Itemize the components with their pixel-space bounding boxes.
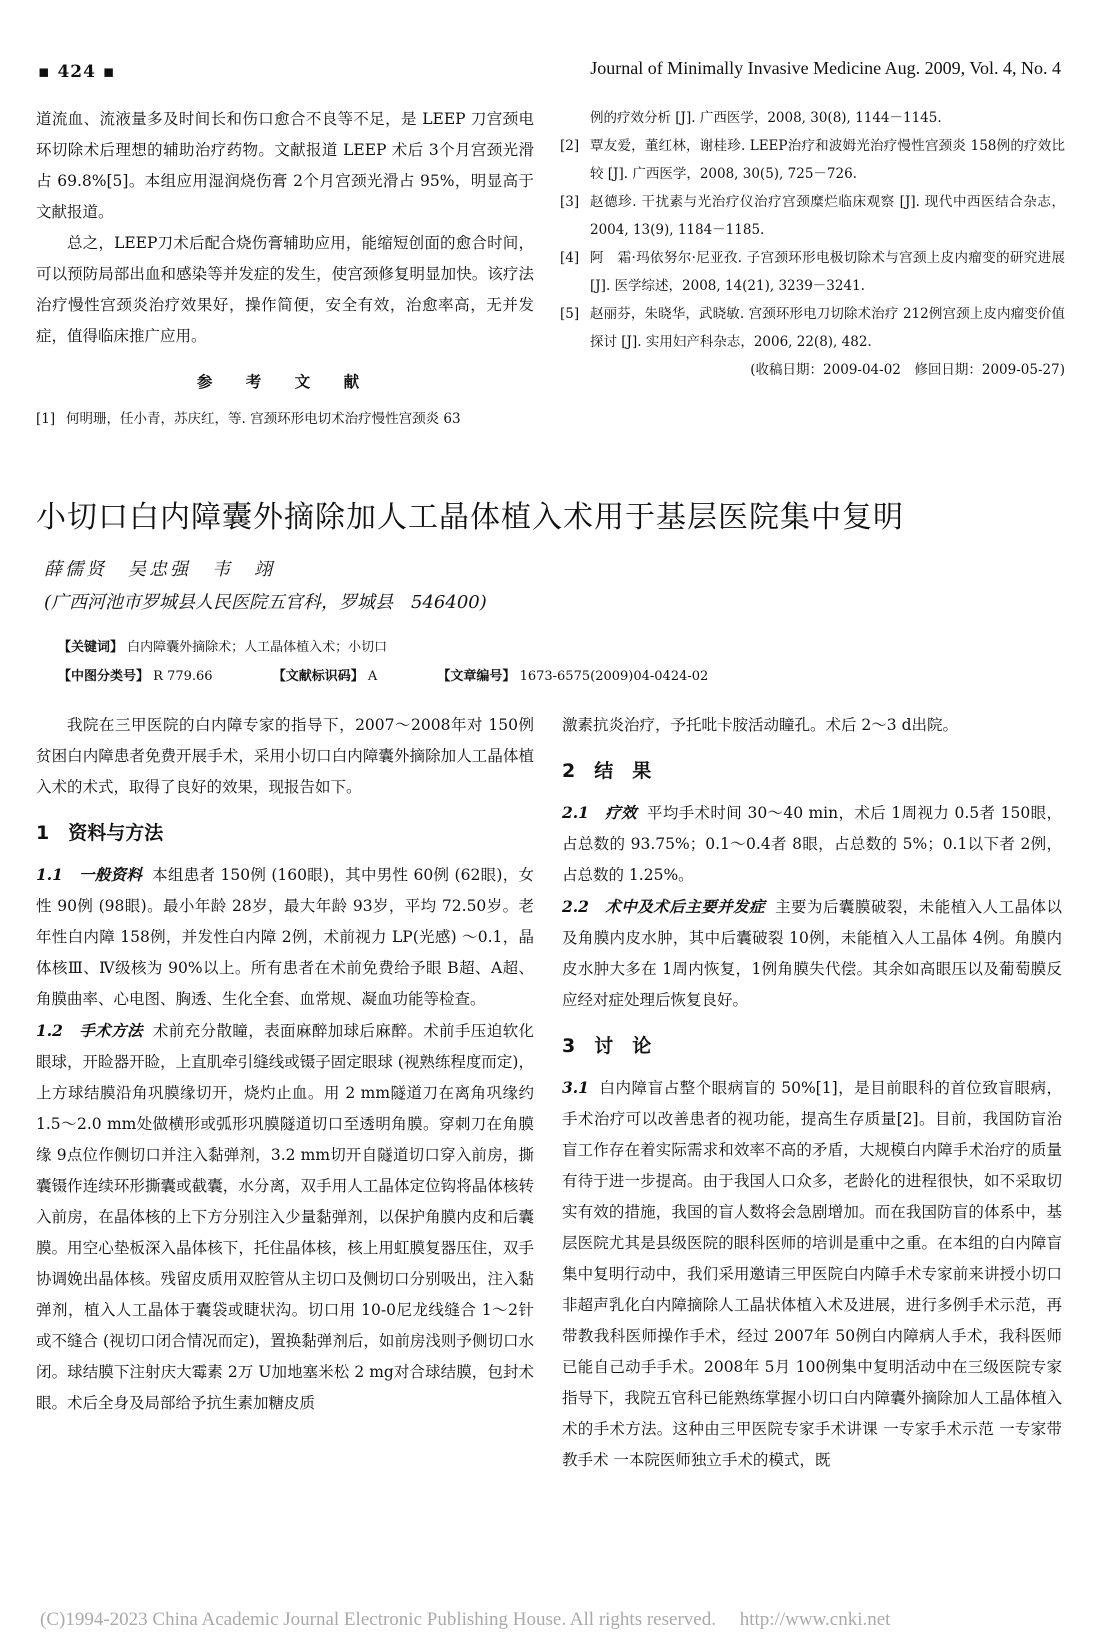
received-dates: (收稿日期：2009-04-02 修回日期：2009-05-27) bbox=[750, 362, 1065, 378]
paragraph-text: 白内障盲占整个眼病盲的 50%[1]，是目前眼科的首位致盲眼病，手术治疗可以改善患者的视功能，提高生存质量[2]。目前，我国防盲治盲工作存在着实际需求和效率不高的矛盾，大规模白内障手术治疗的质量有待于进一步提高。由于我国人口众多，老龄化的进程很快，如不采取切实有效的措施，我国的盲人数将会急剧增加。而在我国防盲的体系中，基层医院尤其是县级医院的眼科医师的培训是重中之重。在本组的白内障盲集中复明行动中，我们采用邀请三甲医院白内障手术专家前来讲授小切口非超声乳化白内障摘除人工晶状体植入术及进展，进行多例手术示范，再带教我科医师操作手术，经过 2007年 50例白内障病人手术，我科医师已能自己动手手术。2008年 5月 100例集中复明活动中在三级医院专家指导下，我院五官科已能熟练掌握小切口白内障囊外摘除加人工晶体植入术的手术方法。这种由三甲医院专家手术讲课 一专家手术示范 一专家带教手术 一本院医师独立手术的模式，既 bbox=[562, 1079, 1062, 1469]
reference-number: [3] bbox=[560, 194, 580, 210]
body-right-column bbox=[562, 710, 1062, 1476]
running-header: Journal of Minimally Invasive Medicine Aug. 2009, Vol. 4, No. 4 bbox=[590, 58, 1061, 78]
reference-item bbox=[560, 300, 1065, 356]
classification-line bbox=[58, 665, 1058, 684]
references-heading: 参 考 文 献 bbox=[196, 372, 374, 391]
reference-number: [1] bbox=[36, 411, 56, 427]
page-number: ▪ 424 ▪ bbox=[38, 62, 116, 82]
reference-item bbox=[560, 244, 1065, 300]
reference-item bbox=[560, 132, 1065, 188]
article-affiliation: (广西河池市罗城县人民医院五官科，罗城县 546400) bbox=[44, 592, 487, 613]
reference-number: [4] bbox=[560, 250, 580, 266]
section-heading: 1 资料与方法 bbox=[36, 822, 164, 844]
subsection-label: 2.1 疗效 bbox=[562, 803, 637, 822]
paragraph bbox=[562, 1072, 1062, 1476]
paragraph: 激素抗炎治疗，予托吡卡胺活动瞳孔。术后 2～3 d出院。 bbox=[562, 716, 959, 734]
paragraph bbox=[36, 859, 534, 1015]
reference-item bbox=[36, 405, 534, 433]
copyright-footer: (C)1994-2023 China Academic Journal Electronic Publishing House. All rights reserved. http://www.cnki.net bbox=[40, 1609, 891, 1630]
reference-text: 覃友爱，董红林，谢桂珍. LEEP治疗和波姆光治疗慢性宫颈炎 158例的疗效比较 [J]. 广西医学，2008, 30(5), 725－726. bbox=[590, 138, 1065, 182]
subsection-label: 1.1 一般资料 bbox=[36, 865, 143, 884]
clc-label: 【中图分类号】 bbox=[58, 669, 150, 684]
section-heading: 3 讨 论 bbox=[562, 1035, 652, 1057]
section-heading: 2 结 果 bbox=[562, 760, 652, 782]
intro-paragraph: 我院在三甲医院的白内障专家的指导下，2007～2008年对 150例贫困白内障患者免费开展手术，采用小切口白内障囊外摘除加人工晶体植入术的术式，取得了良好的效果，现报告如下。 bbox=[36, 716, 534, 796]
paragraph-text: 平均手术时间 30～40 min，术后 1周视力 0.5者 150眼，占总数的 93.75%；0.1～0.4者 8眼，占总数的 5%；0.1以下者 2例，占总数的 1.25%。 bbox=[562, 804, 1062, 884]
keywords-line bbox=[58, 636, 387, 655]
paragraph-text: 本组患者 150例 (160眼)，其中男性 60例 (62眼)，女性 90例 (98眼)。最小年龄 28岁，最大年龄 93岁，平均 72.50岁。老年性白内障 158例，并发性白内障 2例，术前视力 LP(光感) ～0.1，晶体核Ⅲ、Ⅳ级核为 90%以上。所有患者在术前免费给予眼 B超、A超、角膜曲率、心电图、胸透、生化全套、血常规、凝血功能等检查。 bbox=[36, 866, 534, 1008]
keywords-label: 【关键词】 bbox=[58, 640, 124, 655]
clc-value: R 779.66 bbox=[153, 669, 213, 684]
paragraph-text: 术前充分散瞳，表面麻醉加球后麻醉。术前手压迫软化眼球，开睑器开睑，上直肌牵引缝线或镊子固定眼球 (视熟练程度而定)，上方球结膜沿角巩膜缘切开，烧灼止血。用 2 mm隧道刀在离角巩缘约 1.5～2.0 mm处做横形或弧形巩膜隧道切口至透明角膜。穿刺刀在角膜缘 9点位作侧切口并注入黏弹剂，3.2 mm切开自隧道切口穿入前房，撕囊镊作连续环形撕囊或截囊，水分离，双手用人工晶体定位钩将晶体核转入前房，在晶体核的上下方分别注入少量黏弹剂，以保护角膜内皮和后囊膜。用空心垫板深入晶体核下，托住晶体核，核上用虹膜复器压住，双手协调娩出晶体核。残留皮质用双腔管从主切口及侧切口分别吸出，注入黏弹剂，植入人工晶体于囊袋或睫状沟。切口用 10-0尼龙线缝合 1～2针或不缝合 (视切口闭合情况而定)，置换黏弹剂后，如前房浅则予侧切口水闭。球结膜下注射庆大霉素 2万 U加地塞米松 2 mg对合球结膜，包封术眼。术后全身及局部给予抗生素加糖皮质 bbox=[36, 1022, 534, 1412]
prev-article-left-column bbox=[36, 104, 534, 433]
paragraph: 道流血、流液量多及时间长和伤口愈合不良等不足，是 LEEP 刀宫颈电环切除术后理想的辅助治疗药物。文献报道 LEEP 术后 3个月宫颈光滑占 69.8%[5]。本组应用湿润烧伤膏 2个月宫颈光滑占 95%，明显高于文献报道。 bbox=[36, 110, 534, 221]
reference-text: 赵德珍. 干扰素与光治疗仪治疗宫颈糜烂临床观察 [J]. 现代中西医结合杂志，2004, 13(9), 1184－1185. bbox=[590, 194, 1065, 238]
article-number-value: 1673-6575(2009)04-0424-02 bbox=[519, 669, 709, 684]
reference-text: 何明珊，任小青，苏庆红，等. 宫颈环形电切术治疗慢性宫颈炎 63 bbox=[66, 411, 461, 427]
article-authors: 薛儒贤 吴忠强 韦 翊 bbox=[44, 559, 275, 580]
reference-continuation: 例的疗效分析 [J]. 广西医学，2008, 30(8), 1144－1145. bbox=[590, 110, 942, 126]
paragraph-text: 主要为后囊膜破裂，未能植入人工晶体以及角膜内皮水肿，其中后囊破裂 10例，未能植入人工晶体 4例。角膜内皮水肿大多在 1周内恢复，1例角膜失代偿。其余如高眼压以及葡萄膜反应经对症处理后恢复良好。 bbox=[562, 898, 1062, 1009]
doccode-label: 【文献标识码】 bbox=[272, 669, 364, 684]
subsection-label: 1.2 手术方法 bbox=[36, 1021, 143, 1040]
body-left-column bbox=[36, 710, 534, 1419]
reference-number: [5] bbox=[560, 306, 580, 322]
subsection-label: 3.1 bbox=[562, 1078, 589, 1097]
subsection-label: 2.2 术中及术后主要并发症 bbox=[562, 897, 766, 916]
paragraph bbox=[562, 797, 1062, 891]
paragraph bbox=[562, 891, 1062, 1016]
reference-item bbox=[560, 188, 1065, 244]
article-title: 小切口白内障囊外摘除加人工晶体植入术用于基层医院集中复明 bbox=[36, 500, 904, 535]
doccode-value: A bbox=[367, 669, 378, 684]
keywords-value: 白内障囊外摘除术；人工晶体植入术；小切口 bbox=[127, 640, 388, 655]
prev-article-right-column bbox=[560, 104, 1065, 384]
reference-number: [2] bbox=[560, 138, 580, 154]
reference-text: 阿 霜·玛依努尔·尼亚孜. 子宫颈环形电极切除术与宫颈上皮内瘤变的研究进展 [J]. 医学综述，2008, 14(21), 3239－3241. bbox=[590, 250, 1065, 294]
reference-text: 赵丽芬，朱晓华，武晓敏. 宫颈环形电刀切除术治疗 212例宫颈上皮内瘤变价值探讨 [J]. 实用妇产科杂志，2006, 22(8), 482. bbox=[590, 306, 1065, 350]
paragraph bbox=[36, 1015, 534, 1419]
paragraph: 总之，LEEP刀术后配合烧伤膏辅助应用，能缩短创面的愈合时间，可以预防局部出血和感染等并发症的发生，使宫颈修复明显加快。该疗法治疗慢性宫颈炎治疗效果好，操作简便，安全有效，治愈率高，无并发症，值得临床推广应用。 bbox=[36, 234, 534, 345]
article-number-label: 【文章编号】 bbox=[437, 669, 516, 684]
